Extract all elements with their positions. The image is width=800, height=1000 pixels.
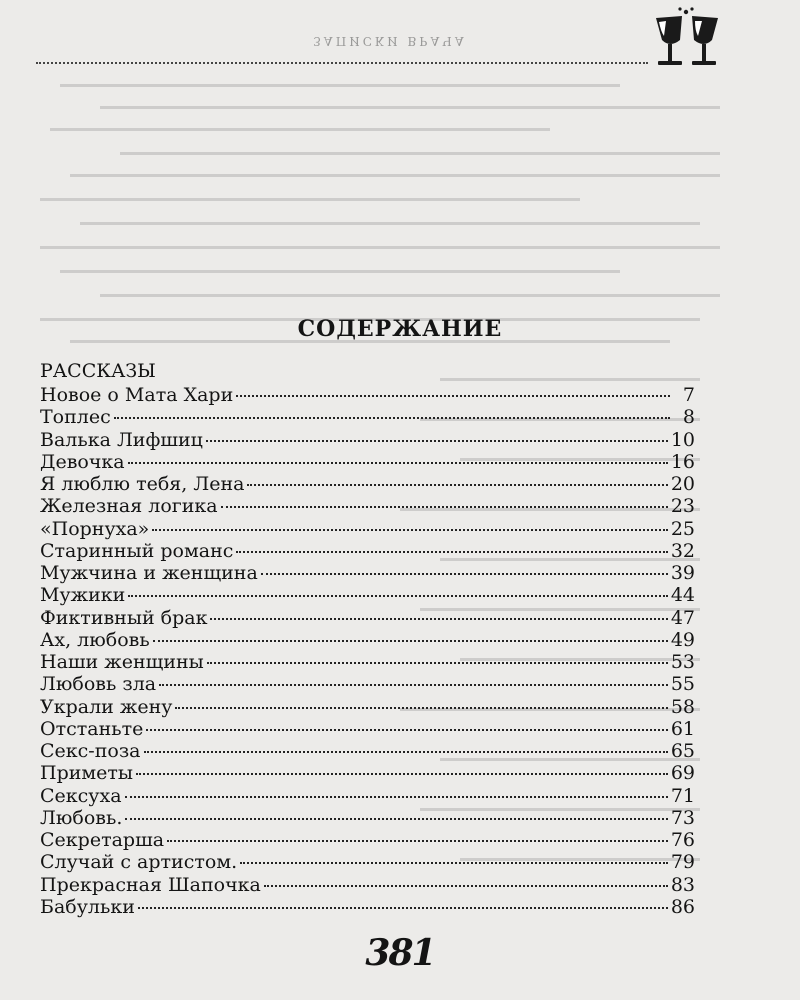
toc-entry-title: Мужики (40, 584, 126, 607)
toc-entry (40, 473, 695, 495)
dot-leader (221, 506, 668, 508)
toc-entry-title: Фиктивный брак (40, 606, 208, 629)
toc-entry (40, 807, 695, 829)
toc-entry (40, 718, 695, 740)
dot-leader (247, 484, 667, 486)
toc-entry-page: 44 (670, 584, 695, 607)
dot-leader (152, 529, 668, 531)
dot-leader (146, 729, 667, 731)
toc-entry-page: 76 (670, 829, 695, 851)
dot-leader (138, 907, 668, 909)
dot-leader (159, 684, 668, 686)
toc-entry (40, 673, 695, 695)
dot-leader (207, 662, 668, 664)
toc-entry-title: Валька Лифшиц (40, 428, 203, 451)
toc-entry (40, 384, 695, 406)
toc-entry-title: Ах, любовь (40, 628, 150, 651)
toc-entry-page: 8 (682, 406, 695, 429)
toc-entry-page: 53 (670, 651, 695, 673)
dot-leader (144, 751, 668, 753)
toc-entry-page: 25 (670, 517, 695, 540)
toc-entry (40, 851, 695, 873)
toc-entry-page: 73 (670, 806, 695, 829)
toc-entry-page: 55 (670, 673, 695, 696)
toc-entry-page: 71 (670, 784, 695, 807)
toc-entry (40, 651, 695, 673)
toc-entry-page: 20 (670, 473, 695, 495)
dot-leader (175, 707, 667, 709)
wine-glasses-icon (642, 6, 732, 76)
toc-entry-page: 47 (670, 606, 695, 629)
toc-entry (40, 429, 695, 451)
dot-leader (206, 440, 668, 442)
toc-entry (40, 540, 695, 562)
toc-entry (40, 785, 695, 807)
toc-entry-page: 16 (670, 450, 695, 473)
toc-entry-page: 61 (670, 717, 695, 740)
toc-entry-title: Прекрасная Шапочка (40, 873, 261, 896)
dot-leader (236, 395, 670, 397)
toc-entry (40, 829, 695, 851)
toc-entry (40, 406, 695, 428)
section-title: РАССКАЗЫ (40, 360, 156, 382)
dot-leader (210, 618, 667, 620)
toc-entry-title: Наши женщины (40, 651, 204, 673)
toc-entry (40, 740, 695, 762)
toc-entry-page: 86 (670, 895, 695, 918)
toc-entry-page: 69 (670, 762, 695, 785)
toc-entry-page: 65 (670, 740, 695, 762)
dot-leader (153, 640, 668, 642)
toc-entry (40, 607, 695, 629)
dot-leader (261, 573, 668, 575)
toc-entry-title: Железная логика (40, 495, 218, 518)
dot-leader (236, 551, 667, 553)
toc-entry (40, 451, 695, 473)
toc-entry-title: Я люблю тебя, Лена (40, 473, 245, 495)
dot-leader (125, 818, 667, 820)
toc-entry-title: Девочка (40, 450, 125, 473)
toc-entry-title: Любовь зла (40, 673, 157, 696)
toc-entry-title: Отстаньте (40, 717, 144, 740)
toc-entry-title: Старинный романс (40, 539, 234, 562)
table-of-contents (40, 384, 695, 918)
toc-entry-page: 23 (670, 495, 695, 518)
toc-entry (40, 495, 695, 517)
toc-entry (40, 874, 695, 896)
toc-entry-title: «Порнуха» (40, 517, 150, 540)
toc-entry (40, 629, 695, 651)
toc-entry (40, 762, 695, 784)
toc-entry-title: Украли жену (40, 695, 173, 718)
contents-heading: СОДЕРЖАНИЕ (297, 316, 503, 342)
toc-entry-title: Бабульки (40, 895, 135, 918)
toc-entry-page: 32 (670, 539, 695, 562)
header-rule (36, 62, 648, 64)
dot-leader (114, 417, 670, 419)
toc-entry-title: Приметы (40, 762, 134, 785)
dot-leader (136, 773, 668, 775)
toc-entry-page: 7 (682, 384, 695, 406)
toc-entry (40, 696, 695, 718)
toc-entry (40, 518, 695, 540)
dot-leader (240, 862, 668, 864)
dot-leader (128, 462, 668, 464)
toc-entry-page: 39 (670, 562, 695, 584)
toc-entry-title: Любовь. (40, 806, 123, 829)
toc-entry-page: 49 (670, 628, 695, 651)
toc-entry-title: Сексуха (40, 784, 122, 807)
dot-leader (125, 796, 668, 798)
toc-entry-page: 10 (670, 428, 695, 451)
toc-entry (40, 562, 695, 584)
toc-entry-title: Секретарша (40, 829, 165, 851)
dot-leader (167, 840, 668, 842)
toc-entry (40, 896, 695, 918)
dot-leader (264, 885, 668, 887)
toc-entry (40, 584, 695, 606)
toc-entry-title: Секс-поза (40, 740, 141, 762)
toc-entry-title: Новое о Мата Хари (40, 384, 234, 406)
toc-entry-title: Мужчина и женщина (40, 562, 258, 584)
dot-leader (128, 595, 667, 597)
toc-entry-page: 83 (670, 873, 695, 896)
toc-entry-title: Случай с артистом. (40, 851, 238, 874)
toc-entry-page: 58 (670, 695, 695, 718)
running-title: ЗАПИСКИ ВРАЧА (313, 34, 467, 48)
toc-entry-title: Топлес (40, 406, 111, 429)
page-number: 381 (365, 932, 435, 974)
toc-entry-page: 79 (670, 851, 695, 874)
